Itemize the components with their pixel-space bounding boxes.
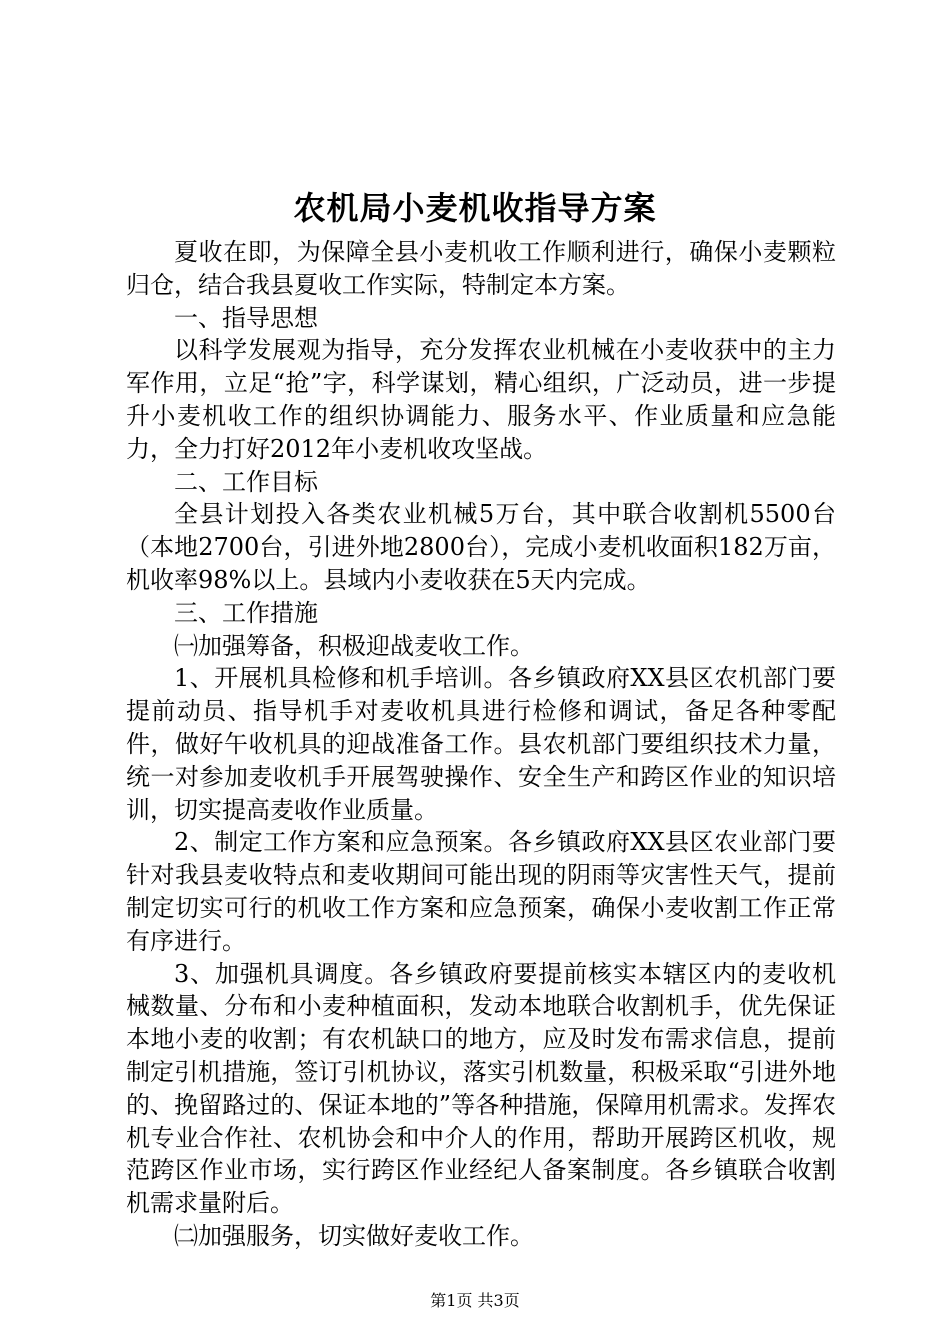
section-heading-work-goals: 二、工作目标 [174,467,318,496]
subheading-service: ㈡加强服务，切实做好麦收工作。 [174,1221,534,1250]
paragraph-work-goals: 全县计划投入各类农业机械5万台，其中联合收割机5500台（本地2700台，引进外地2800台），完成小麦机收面积182万亩，机收率98%以上。县域内小麦收获在5天内完成。 [126,500,836,594]
paragraph-measure-3: 3、加强机具调度。各乡镇政府要提前核实本辖区内的麦收机械数量、分布和小麦种植面积，发动本地联合收割机手，优先保证本地小麦的收割；有农机缺口的地方，应及时发布需求信息，提前制定引机措施，签订引机协议，落实引机数量，积极采取“引进外地的、挽留路过的、保证本地的”等各种措施，保障用机需求。发挥农机专业合作社、农机协会和中介人的作用，帮助开展跨区机收，规范跨区作业市场，实行跨区作业经纪人备案制度。各乡镇联合收割机需求量附后。 [126,959,836,1218]
section-heading-work-measures: 三、工作措施 [174,598,318,627]
document-title: 农机局小麦机收指导方案 [293,189,657,227]
document-body [126,236,836,1253]
page-footer: 第1页 共3页 [430,1291,520,1310]
paragraph-intro: 夏收在即，为保障全县小麦机收工作顺利进行，确保小麦颗粒归仓，结合我县夏收工作实际，特制定本方案。 [126,238,836,299]
subheading-preparation: ㈠加强筹备，积极迎战麦收工作。 [174,631,534,660]
paragraph-measure-1: 1、开展机具检修和机手培训。各乡镇政府XX县区农机部门要提前动员、指导机手对麦收机具进行检修和调试，备足各种零配件，做好午收机具的迎战准备工作。县农机部门要组织技术力量，统一对参加麦收机手开展驾驶操作、安全生产和跨区作业的知识培训，切实提高麦收作业质量。 [126,664,836,824]
paragraph-guiding-ideology: 以科学发展观为指导，充分发挥农业机械在小麦收获中的主力军作用，立足“抢”字，科学谋划，精心组织，广泛动员，进一步提升小麦机收工作的组织协调能力、服务水平、作业质量和应急能力，全力打好2012年小麦机收攻坚战。 [126,336,836,463]
paragraph-measure-2: 2、制定工作方案和应急预案。各乡镇政府XX县区农业部门要针对我县麦收特点和麦收期间可能出现的阴雨等灾害性天气，提前制定切实可行的机收工作方案和应急预案，确保小麦收割工作正常有序进行。 [126,828,836,955]
section-heading-guiding-ideology: 一、指导思想 [174,303,318,332]
